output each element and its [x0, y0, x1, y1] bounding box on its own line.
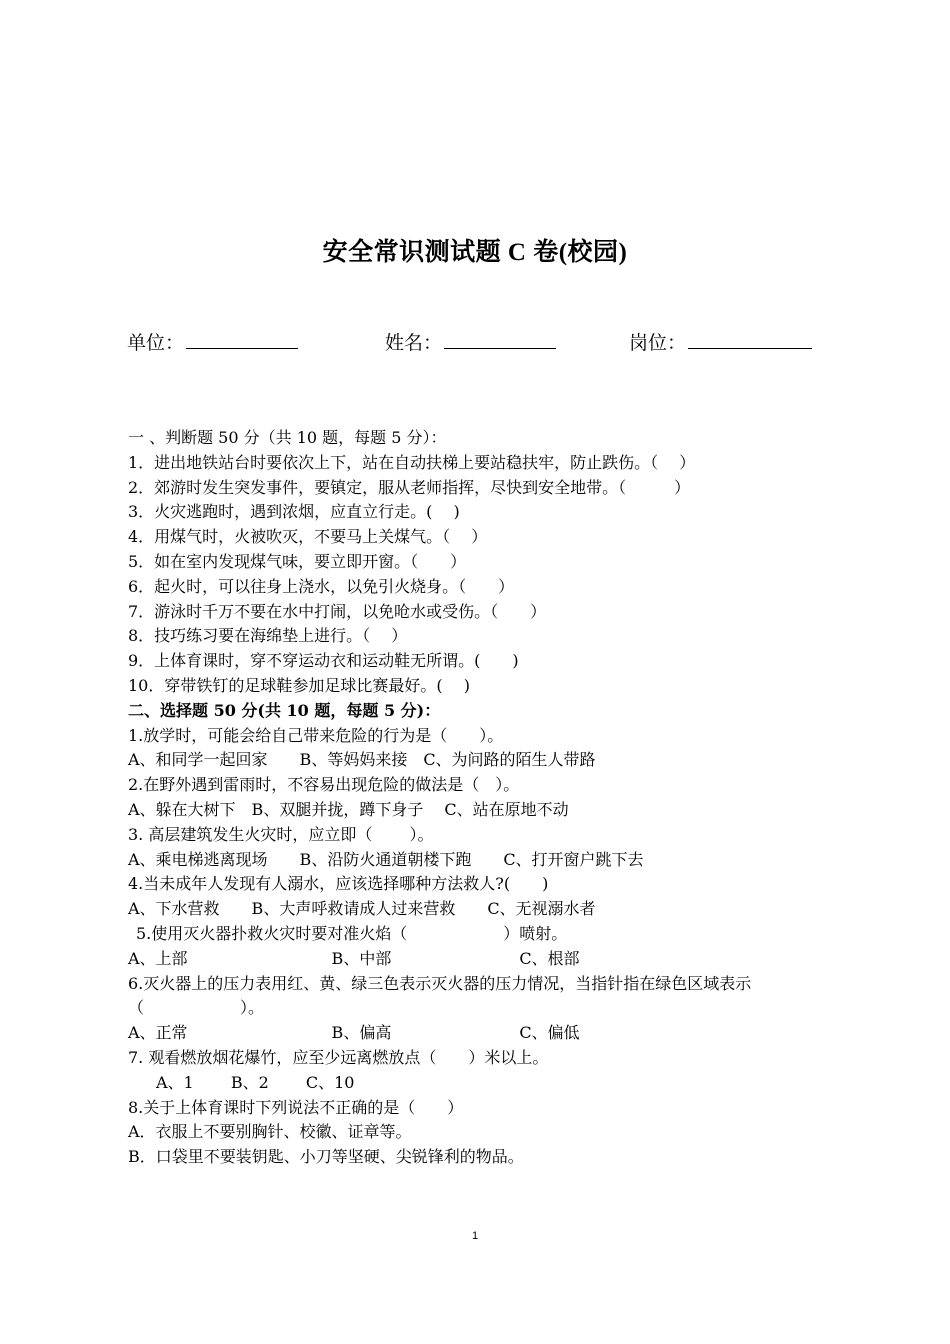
- page-number: 1: [471, 1230, 479, 1242]
- tf-question: 3．火灾逃跑时，遇到浓烟，应直立行走。( ): [128, 502, 460, 522]
- mc-question: 7. 观看燃放烟花爆竹，应至少远离燃放点（ ）米以上。: [128, 1047, 549, 1067]
- unit-label: 单位：: [127, 332, 185, 354]
- tf-question: 5．如在室内发现煤气味，要立即开窗。（ ）: [128, 551, 467, 571]
- section2-heading: 二、选择题 50 分(共 10 题，每题 5 分)：: [128, 700, 441, 720]
- tf-question: 6．起火时，可以往身上浇水，以免引火烧身。（ ）: [128, 576, 515, 596]
- mc-question: 3. 高层建筑发生火灾时，应立即（ ）。: [128, 824, 434, 844]
- tf-question: 1．进出地铁站台时要依次上下，站在自动扶梯上要站稳扶牢，防止跌伤。（ ）: [128, 452, 696, 472]
- unit-field: [127, 328, 298, 355]
- mc-question: 8.关于上体育课时下列说法不正确的是（ ）: [128, 1097, 464, 1117]
- position-field: [629, 328, 812, 355]
- tf-question: 9．上体育课时，穿不穿运动衣和运动鞋无所谓。( ): [128, 651, 519, 671]
- mc-question: 4.当未成年人发现有人溺水，应该选择哪种方法救人?( ): [128, 874, 549, 894]
- tf-question: 4．用煤气时，火被吹灭，不要马上关煤气。（ ）: [128, 527, 488, 547]
- mc-options: A、1 B、2 C、10: [156, 1072, 355, 1092]
- mc-options: B．口袋里不要装钥匙、小刀等坚硬、尖锐锋利的物品。: [128, 1147, 524, 1167]
- position-blank: [688, 330, 812, 349]
- mc-options: A、乘电梯逃离现场 B、沿防火通道朝楼下跑 C、打开窗户跳下去: [128, 849, 644, 869]
- mc-question: 6.灭火器上的压力表用红、黄、绿三色表示灭火器的压力情况，当指针指在绿色区域表示（ ）。: [128, 973, 752, 1018]
- tf-question: 2．郊游时发生突发事件，要镇定，服从老师指挥，尽快到安全地带。（ ）: [128, 477, 691, 497]
- name-blank: [444, 330, 556, 349]
- name-label: 姓名：: [385, 332, 443, 354]
- question-content: [128, 426, 838, 1170]
- page-title: 安全常识测试题 C 卷(校园): [322, 239, 628, 266]
- mc-options: A、正常 B、偏高 C、偏低: [128, 1023, 580, 1043]
- unit-blank: [186, 330, 298, 349]
- mc-question: 2.在野外遇到雷雨时，不容易出现危险的做法是（ ）。: [128, 775, 520, 795]
- mc-question: 5.使用灭火器扑救火灾时要对准火焰（ ）喷射。: [136, 923, 568, 943]
- section1-heading: 一 、判断题 50 分（共 10 题，每题 5 分）：: [128, 428, 447, 447]
- tf-question: 8．技巧练习要在海绵垫上进行。（ ）: [128, 626, 408, 646]
- position-label: 岗位：: [629, 332, 687, 354]
- mc-options: A、和同学一起回家 B、等妈妈来接 C、为问路的陌生人带路: [128, 750, 596, 770]
- info-row: [0, 328, 950, 358]
- mc-options: A．衣服上不要别胸针、校徽、证章等。: [128, 1122, 412, 1142]
- mc-options: A、躲在大树下 B、双腿并拢，蹲下身子 C、站在原地不动: [128, 799, 569, 819]
- tf-question: 7．游泳时千万不要在水中打闹，以免呛水或受伤。（ ）: [128, 601, 547, 621]
- mc-options: A、上部 B、中部 C、根部: [128, 948, 580, 968]
- name-field: [385, 328, 556, 355]
- tf-question: 10．穿带铁钉的足球鞋参加足球比赛最好。( ): [128, 675, 470, 695]
- mc-options: A、下水营救 B、大声呼救请成人过来营救 C、无视溺水者: [128, 899, 596, 919]
- mc-question: 1.放学时，可能会给自己带来危险的行为是（ ）。: [128, 725, 504, 745]
